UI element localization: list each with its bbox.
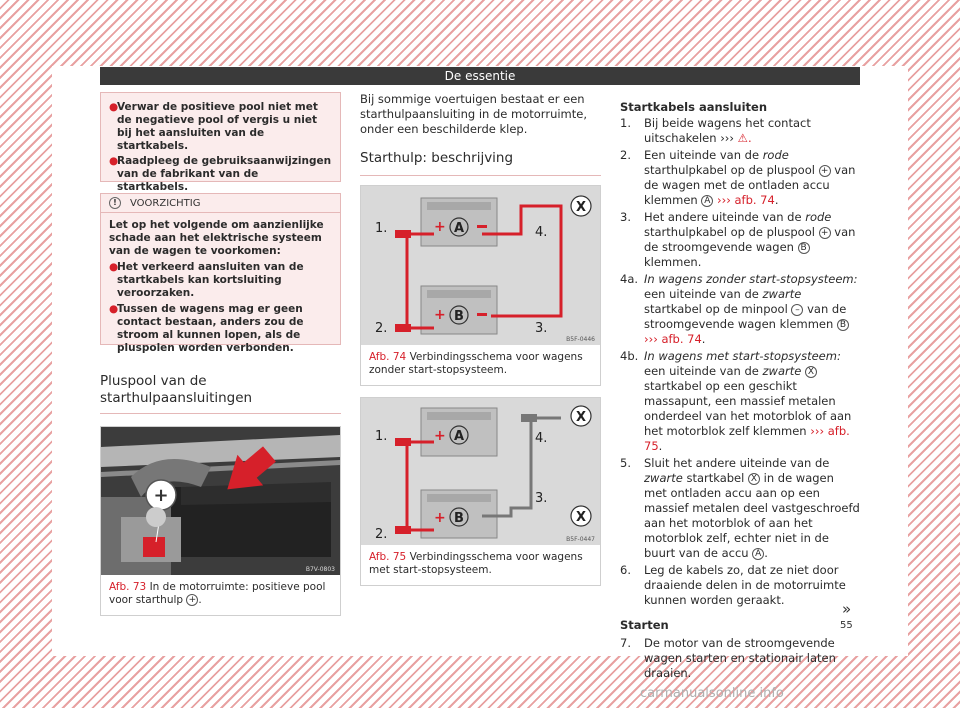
svg-text:4.: 4. bbox=[535, 225, 548, 240]
svg-text:2.: 2. bbox=[375, 321, 388, 336]
watermark: carmanualsonline.info bbox=[640, 686, 784, 701]
svg-text:+: + bbox=[434, 219, 446, 235]
engine-photo bbox=[101, 427, 340, 575]
svg-text:3.: 3. bbox=[535, 321, 548, 336]
column-1 bbox=[100, 92, 341, 616]
figure-caption: Afb. 75 Verbindingsschema voor wagens met start-stopsysteem. bbox=[369, 551, 583, 576]
svg-text:+: + bbox=[434, 307, 446, 323]
link-afb-74[interactable]: ››› afb. 74 bbox=[644, 332, 702, 346]
svg-text:A: A bbox=[453, 221, 465, 236]
caution-item: ● Tussen de wagens mag er geen contact bestaan, anders zou de stroom al kunnen lopen, als de pluspolen worden verbonden. bbox=[109, 303, 304, 354]
diagram-75 bbox=[361, 398, 600, 545]
caution-icon: ! bbox=[109, 197, 121, 209]
caution-header bbox=[101, 194, 340, 213]
svg-text:+: + bbox=[434, 510, 446, 526]
figure-caption: Afb. 73 In de motorruimte: positieve pool voor starthulp + . bbox=[109, 581, 326, 606]
figure-73 bbox=[100, 426, 341, 616]
svg-text:X: X bbox=[575, 510, 587, 525]
figure-74 bbox=[360, 185, 601, 386]
svg-text:3.: 3. bbox=[535, 491, 548, 506]
page-number: 55 bbox=[840, 620, 853, 631]
step-5: 5. Sluit het andere uiteinde van de zwarte startkabel X in de wagen met ontladen accu aan op een massief metalen deel vastgeschroefd aan het motorblok of aan het motorblok zelf, echter niet in de buurt van de accu A . bbox=[620, 456, 860, 560]
step-4a: 4a. In wagens zonder start-stopsysteem: een uiteinde van de zwarte startkabel op de minpool – van de stroomgevende wagen klemmen B ››› afb. 74. bbox=[620, 272, 858, 346]
step-2: 2. Een uiteinde van de rode starthulpkabel op de pluspool + van de wagen met de ontladen accu klemmen A ››› afb. 74. bbox=[620, 148, 856, 207]
svg-text:+: + bbox=[434, 428, 446, 444]
svg-text:1.: 1. bbox=[375, 221, 388, 236]
section-title-starthulp: Starthulp: beschrijving bbox=[360, 150, 601, 176]
diagram-74 bbox=[361, 186, 600, 345]
column-2 bbox=[360, 92, 601, 586]
starten-title: Starten bbox=[620, 618, 669, 632]
warning-item: ● Raadpleeg de gebruiksaanwijzingen van de fabrikant van de startkabels. bbox=[109, 155, 332, 193]
caution-intro: Let op het volgende om aanzienlijke schade aan het elektrische systeem van de wagen te voorkomen: bbox=[109, 219, 324, 257]
step-7: 7. De motor van de stroomgevende wagen starten en stationair laten draaien. bbox=[620, 636, 836, 680]
column-3 bbox=[620, 100, 860, 683]
warning-item: ● Verwar de positieve pool niet met de negatieve pool of vergis u niet bij het aansluiten van de startkabels. bbox=[109, 101, 318, 152]
caution-box bbox=[100, 193, 341, 354]
steps-title: Startkabels aansluiten bbox=[620, 100, 768, 114]
svg-text:X: X bbox=[575, 200, 587, 215]
svg-text:B: B bbox=[454, 511, 464, 526]
svg-text:B5F-0446: B5F-0446 bbox=[566, 336, 595, 343]
page-header: De essentie bbox=[100, 67, 860, 85]
figure-75 bbox=[360, 397, 601, 586]
figure-code: B7V-0803 bbox=[305, 566, 335, 573]
svg-text:A: A bbox=[453, 429, 465, 444]
step-6: 6. Leg de kabels zo, dat ze niet door draaiende delen in de motorruimte kunnen worden geraakt. bbox=[620, 563, 846, 607]
link-afb-74[interactable]: ››› afb. 74 bbox=[717, 193, 775, 207]
step-1: 1. Bij beide wagens het contact uitschakelen ››› ⚠. bbox=[620, 116, 811, 145]
continue-icon: » bbox=[842, 600, 852, 618]
svg-text:1.: 1. bbox=[375, 429, 388, 444]
step-3: 3. Het andere uiteinde van de rode starthulpkabel op de pluspool + van de stroomgevende wagen B klemmen. bbox=[620, 210, 856, 269]
warning-box bbox=[100, 92, 341, 193]
step-4b: 4b. In wagens met start-stopsysteem: een uiteinde van de zwarte X startkabel op een geschikt massapunt, een massief metalen onderdeel van het motorblok of aan het motorblok zelf klemmen ››› afb. 75. bbox=[620, 349, 852, 453]
svg-text:2.: 2. bbox=[375, 527, 388, 542]
caution-label: VOORZICHTIG bbox=[130, 197, 201, 209]
svg-text:4.: 4. bbox=[535, 431, 548, 446]
svg-text:X: X bbox=[575, 410, 587, 425]
section-title-pluspool: Pluspool van de starthulpaansluitingen bbox=[100, 373, 341, 414]
svg-text:+: + bbox=[153, 485, 169, 506]
figure-caption: Afb. 74 Verbindingsschema voor wagens zonder start-stopsysteem. bbox=[369, 351, 583, 376]
svg-text:B: B bbox=[454, 309, 464, 324]
svg-text:B5F-0447: B5F-0447 bbox=[566, 536, 595, 543]
caution-item: ● Het verkeerd aansluiten van de startkabels kan kortsluiting veroorzaken. bbox=[109, 261, 304, 299]
warning-triangle-icon: ⚠. bbox=[733, 131, 752, 145]
intro-text: Bij sommige voertuigen bestaat er een starthulpaansluiting in de motorruimte, onder een beschilderde klep. bbox=[360, 92, 587, 136]
plus-symbol: + bbox=[186, 594, 198, 606]
link-afb-75[interactable]: ››› afb. 75 bbox=[644, 424, 850, 453]
